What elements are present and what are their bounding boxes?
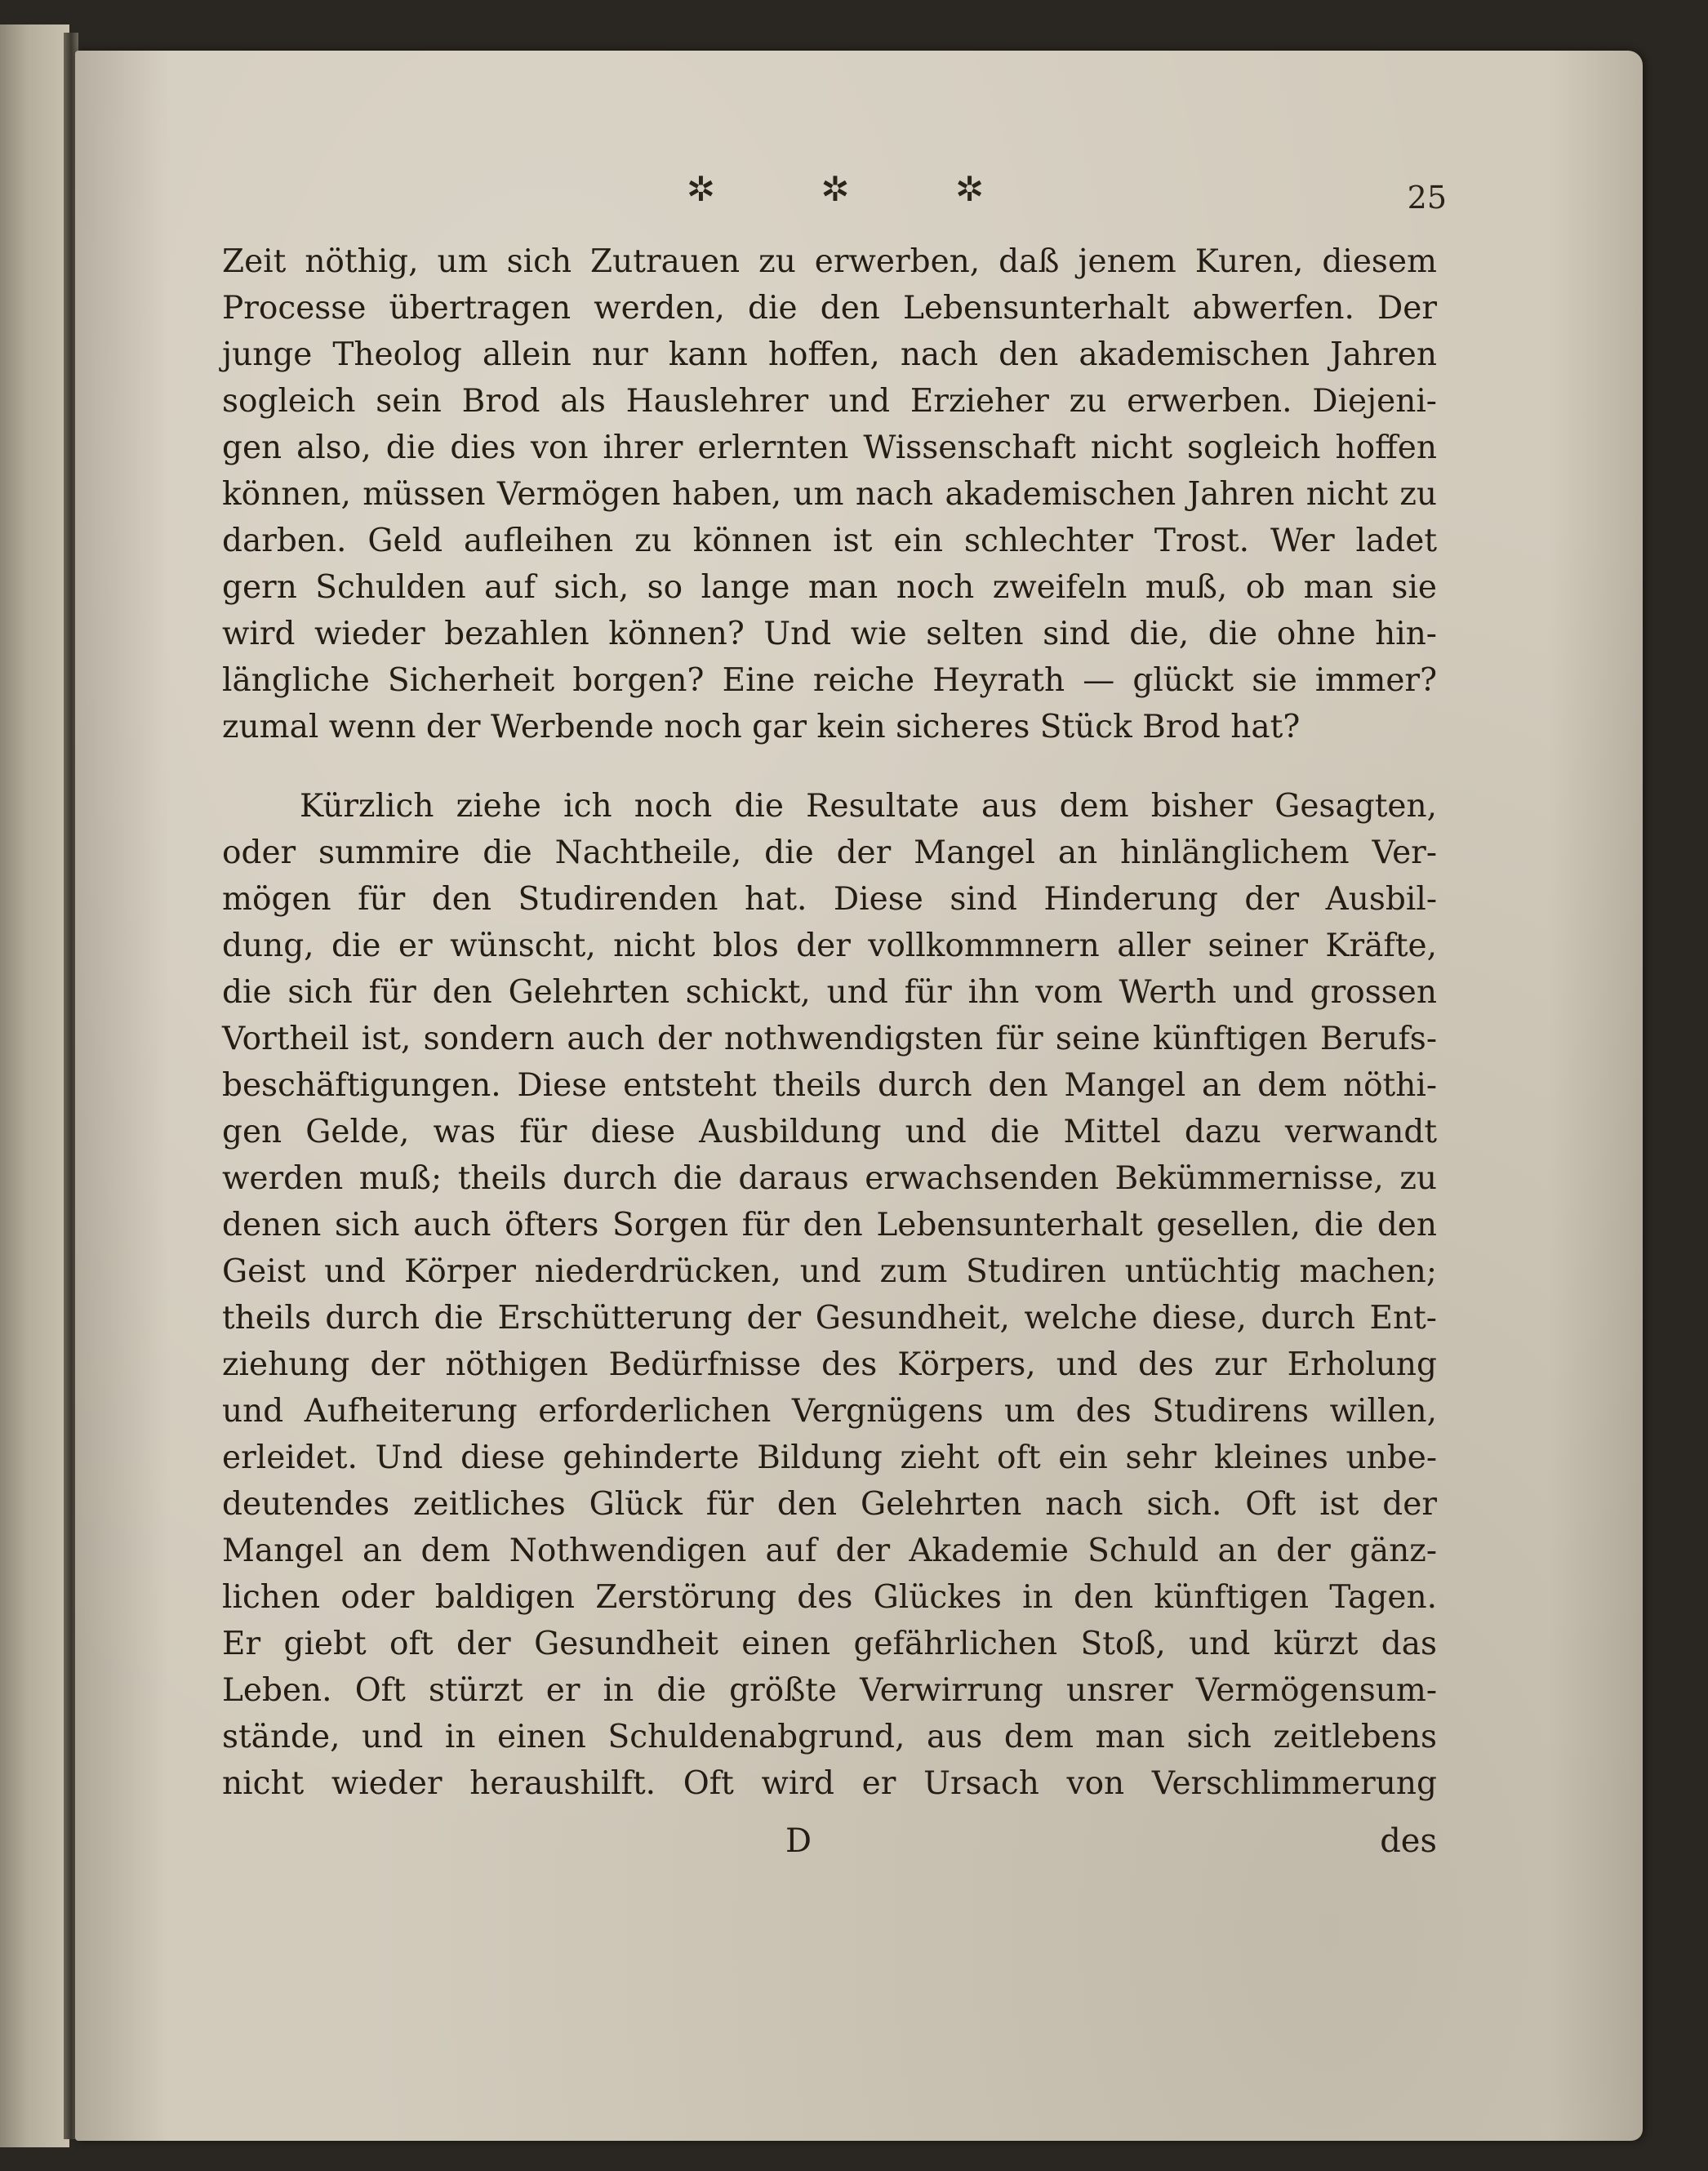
text-line: nicht wieder heraushilft. Oft wird er Ursach von Verschlimmerung — [222, 1765, 1437, 1802]
text-line: Processe übertragen werden, die den Lebensunterhalt abwerfen. Der — [222, 290, 1437, 327]
catchword: des — [1380, 1822, 1437, 1860]
text-line: längliche Sicherheit borgen? Eine reiche Heyrath — glückt sie immer? — [222, 662, 1437, 699]
text-line: können, müssen Vermögen haben, um nach akademischen Jahren nicht zu — [222, 476, 1437, 513]
paragraph-1 — [222, 238, 1437, 750]
paragraph-2 — [222, 783, 1437, 1807]
header-ornament: ✲ ✲ ✲ — [686, 169, 1032, 209]
text-line: lichen oder baldigen Zerstörung des Glückes in den künftigen Tagen. — [222, 1579, 1437, 1616]
text-line: ziehung der nöthigen Bedürfnisse des Körpers, und des zur Erholung — [222, 1346, 1437, 1383]
text-line: beschäftigungen. Diese entsteht theils durch den Mangel an dem nöthi- — [222, 1067, 1437, 1104]
text-line: Kürzlich ziehe ich noch die Resultate aus dem bisher Gesagten, — [300, 788, 1437, 825]
text-line: Mangel an dem Nothwendigen auf der Akademie Schuld an der gänz- — [222, 1533, 1437, 1569]
text-line: stände, und in einen Schuldenabgrund, aus dem man sich zeitlebens — [222, 1719, 1437, 1755]
text-line: Zeit nöthig, um sich Zutrauen zu erwerben, daß jenem Kuren, diesem — [222, 243, 1437, 280]
text-line: Geist und Körper niederdrücken, und zum Studiren untüchtig machen; — [222, 1253, 1437, 1290]
text-line: die sich für den Gelehrten schickt, und für ihn vom Werth und grossen — [222, 974, 1437, 1011]
page-number: 25 — [1407, 180, 1447, 216]
text-line: denen sich auch öfters Sorgen für den Lebensunterhalt gesellen, die den — [222, 1207, 1437, 1243]
text-line: darben. Geld aufleihen zu können ist ein schlechter Trost. Wer ladet — [222, 523, 1437, 559]
text-line: Vortheil ist, sondern auch der nothwendigsten für seine künftigen Berufs- — [222, 1021, 1437, 1057]
text-line: oder summire die Nachtheile, die der Mangel an hinlänglichem Ver- — [222, 834, 1437, 871]
signature-mark: D — [785, 1822, 812, 1860]
text-line: gen Gelde, was für diese Ausbildung und die Mittel dazu verwandt — [222, 1114, 1437, 1150]
page-footer — [222, 1822, 1437, 1871]
text-line: wird wieder bezahlen können? Und wie selten sind die, die ohne hin- — [222, 616, 1437, 652]
paragraph-spacer — [222, 750, 1437, 783]
text-line: gen also, die dies von ihrer erlernten Wissenschaft nicht sogleich hoffen — [222, 429, 1437, 466]
text-line: theils durch die Erschütterung der Gesundheit, welche diese, durch Ent- — [222, 1300, 1437, 1337]
text-line: werden muß; theils durch die daraus erwachsenden Bekümmernisse, zu — [222, 1160, 1437, 1197]
text-line: mögen für den Studirenden hat. Diese sind Hinderung der Ausbil- — [222, 881, 1437, 918]
text-line: erleidet. Und diese gehinderte Bildung zieht oft ein sehr kleines unbe- — [222, 1439, 1437, 1476]
text-line: zumal wenn der Werbende noch gar kein sicheres Stück Brod hat? — [222, 709, 1301, 745]
text-line: sogleich sein Brod als Hauslehrer und Erzieher zu erwerben. Diejeni- — [222, 383, 1437, 420]
text-line: deutendes zeitliches Glück für den Gelehrten nach sich. Oft ist der — [222, 1486, 1437, 1523]
text-line: und Aufheiterung erforderlichen Vergnügens um des Studirens willen, — [222, 1393, 1437, 1430]
text-line: Leben. Oft stürzt er in die größte Verwirrung unsrer Vermögensum- — [222, 1672, 1437, 1709]
text-line: dung, die er wünscht, nicht blos der vollkommnern aller seiner Kräfte, — [222, 928, 1437, 964]
previous-page-edge — [0, 24, 69, 2147]
text-line: gern Schulden auf sich, so lange man noch zweifeln muß, ob man sie — [222, 569, 1437, 606]
book-page — [75, 51, 1643, 2141]
text-line: junge Theolog allein nur kann hoffen, nach den akademischen Jahren — [222, 336, 1437, 373]
body-text — [222, 238, 1437, 1807]
text-line: Er giebt oft der Gesundheit einen gefährlichen Stoß, und kürzt das — [222, 1626, 1437, 1662]
